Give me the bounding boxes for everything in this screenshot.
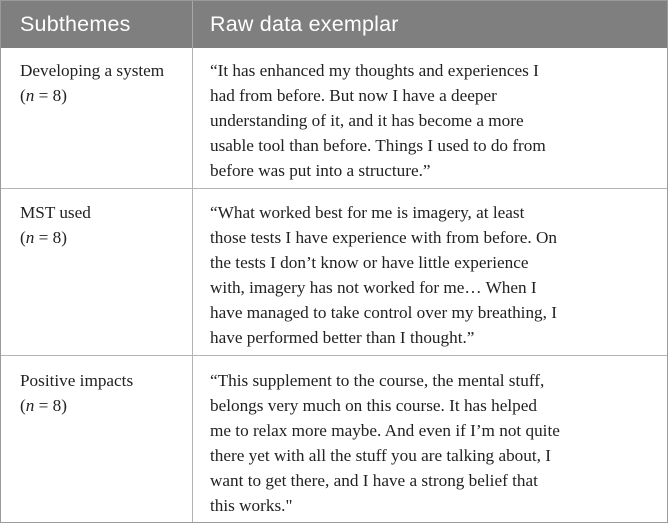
sample-size: (n = 8)	[20, 228, 67, 247]
sample-size: (n = 8)	[20, 396, 67, 415]
quote-line: “This supplement to the course, the mental stuff,	[210, 371, 545, 390]
sample-size: (n = 8)	[20, 86, 67, 105]
header-raw-data-exemplar: Raw data exemplar	[210, 12, 399, 36]
quote-line: before was put into a structure.”	[210, 161, 431, 180]
subtheme-cell	[20, 368, 185, 418]
subtheme-label: Positive impacts	[20, 371, 134, 390]
header-subthemes: Subthemes	[20, 12, 131, 36]
quote-line: usable tool than before. Things I used to do from	[210, 136, 546, 155]
column-divider	[192, 48, 193, 522]
quote-line: understanding of it, and it has become a more	[210, 111, 524, 130]
quote-line: “It has enhanced my thoughts and experiences I	[210, 61, 539, 80]
quote-line: those tests I have experience with from before. On	[210, 228, 557, 247]
subtheme-cell	[20, 200, 185, 250]
quote-line: this works."	[210, 496, 293, 515]
quote-line: with, imagery has not worked for me… When I	[210, 278, 537, 297]
quote-line: have performed better than I thought.”	[210, 328, 475, 347]
table-header	[1, 1, 667, 48]
quote-line: the tests I don’t know or have little experience	[210, 253, 529, 272]
quote-cell	[210, 200, 655, 350]
subtheme-label: MST used	[20, 203, 91, 222]
quote-line: belongs very much on this course. It has helped	[210, 396, 537, 415]
row-divider	[1, 188, 667, 189]
quote-line: “What worked best for me is imagery, at least	[210, 203, 525, 222]
header-divider	[192, 1, 193, 48]
row-divider	[1, 355, 667, 356]
quote-cell	[210, 368, 655, 518]
quote-line: there yet with all the stuff you are talking about, I	[210, 446, 551, 465]
quote-line: had from before. But now I have a deeper	[210, 86, 497, 105]
subtheme-label: Developing a system	[20, 61, 165, 80]
subtheme-cell	[20, 58, 185, 108]
quote-line: want to get there, and I have a strong belief that	[210, 471, 538, 490]
quote-cell	[210, 58, 655, 183]
quote-line: have managed to take control over my breathing, I	[210, 303, 557, 322]
quote-line: me to relax more maybe. And even if I’m not quite	[210, 421, 560, 440]
